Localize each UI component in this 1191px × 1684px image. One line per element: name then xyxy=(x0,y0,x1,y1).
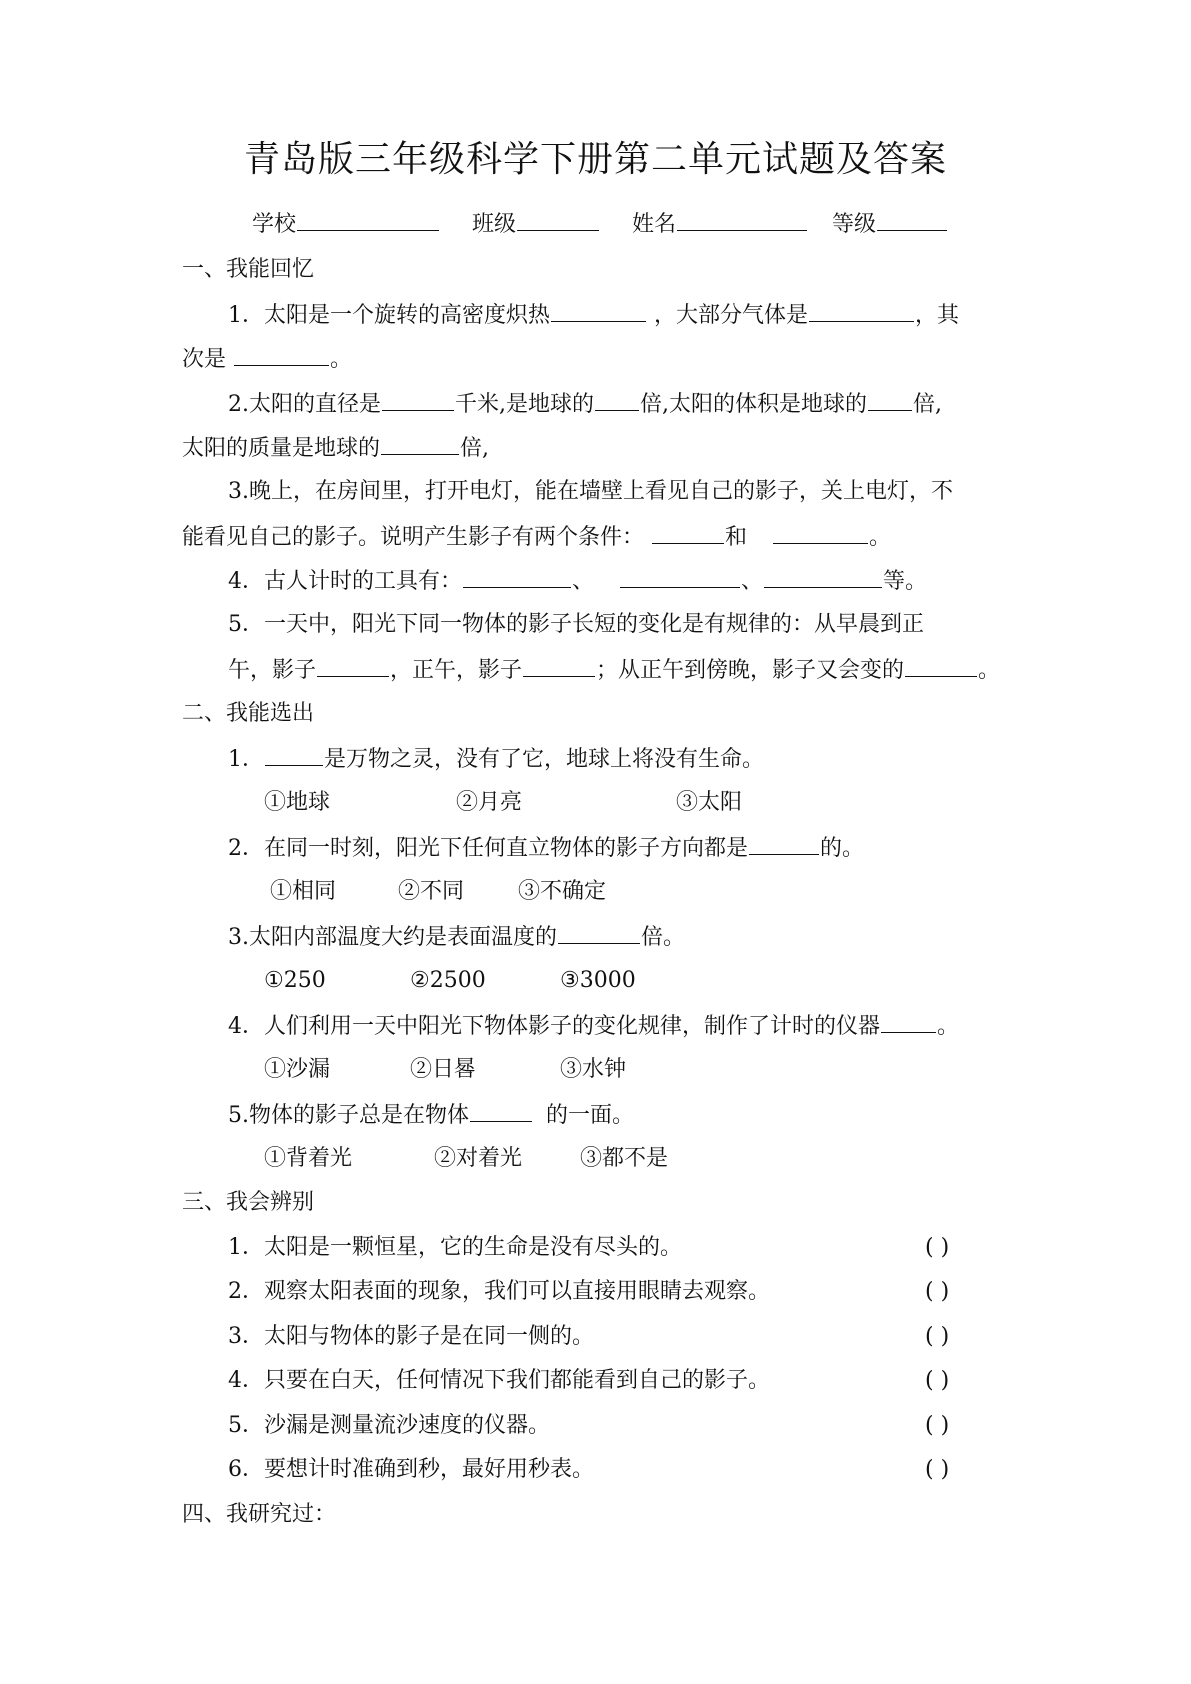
school-blank[interactable] xyxy=(297,208,439,231)
s1-q3-line1: 3.晚上，在房间里，打开电灯，能在墙壁上看见自己的影子，关上电灯，不 xyxy=(228,479,953,504)
s1-q5-blank-1[interactable] xyxy=(317,654,389,677)
s2-q1-option-3[interactable]: ③太阳 xyxy=(676,790,743,815)
name-label: 姓名 xyxy=(632,212,677,237)
s1-q2-text-c: 倍,太阳的体积是地球的 xyxy=(640,392,867,417)
s1-q2-blank-3[interactable] xyxy=(868,388,912,411)
s1-q2-text-a: 2.太阳的直径是 xyxy=(228,392,381,417)
s2-q4-option-2[interactable]: ②日晷 xyxy=(410,1057,477,1082)
s3-item-4: 4．只要在白天，任何情况下我们都能看到自己的影子。 xyxy=(228,1368,770,1393)
s2-q1-option-2[interactable]: ②月亮 xyxy=(456,790,523,815)
s2-q3-blank[interactable] xyxy=(558,921,640,944)
s2-q5-option-3[interactable]: ③都不是 xyxy=(580,1146,669,1171)
school-label: 学校 xyxy=(252,212,297,237)
s1-q1-text-e: 。 xyxy=(330,347,353,372)
s2-q5-text-a: 5.物体的影子总是在物体 xyxy=(228,1103,469,1128)
s1-q5-blank-3[interactable] xyxy=(905,654,977,677)
s1-q4-blank-2[interactable] xyxy=(620,565,740,588)
s2-q5-line xyxy=(228,1099,634,1131)
s1-q1-line1 xyxy=(228,299,959,331)
s1-q4-text-c: 、 xyxy=(741,569,764,594)
s1-q5-text-c: ，正午，影子 xyxy=(390,658,523,683)
s2-q3-options xyxy=(264,966,636,996)
s1-q1-text-b: ，大部分气体是 xyxy=(654,303,809,328)
s2-q1-text-a: 1． xyxy=(228,747,264,772)
s1-q2-blank-2[interactable] xyxy=(595,388,639,411)
s3-item-6: 6．要想计时准确到秒，最好用秒表。 xyxy=(228,1457,594,1482)
s1-q1-text-c: ，其 xyxy=(915,303,960,328)
s1-q4-text-d: 等。 xyxy=(883,569,928,594)
section-4-heading: 四、我研究过： xyxy=(182,1502,337,1527)
s2-q2-text-b: 的。 xyxy=(820,836,865,861)
s1-q2-text-e: 太阳的质量是地球的 xyxy=(182,436,381,461)
grade-label: 等级 xyxy=(832,212,877,237)
s2-q1-line xyxy=(228,743,764,775)
s2-q5-options xyxy=(264,1144,668,1174)
s3-answer-6[interactable]: ( ) xyxy=(925,1457,950,1482)
s1-q5-text-b: 午，影子 xyxy=(228,658,317,683)
s1-q3-text-d: 。 xyxy=(869,525,892,550)
s2-q2-option-3[interactable]: ③不确定 xyxy=(518,879,607,904)
s2-q1-blank[interactable] xyxy=(265,743,323,766)
s1-q1-text-d: 次是 xyxy=(182,347,227,372)
s1-q2-text-f: 倍, xyxy=(460,436,490,461)
s3-item-5: 5．沙漏是测量流沙速度的仪器。 xyxy=(228,1413,550,1438)
s1-q1-text-a: 1．太阳是一个旋转的高密度炽热 xyxy=(228,303,550,328)
s2-q3-text-b: 倍。 xyxy=(641,925,686,950)
s1-q1-blank-2[interactable] xyxy=(809,299,914,322)
s2-q2-line xyxy=(228,832,864,864)
name-blank[interactable] xyxy=(677,208,807,231)
s1-q2-blank-4[interactable] xyxy=(381,432,459,455)
section-2-heading: 二、我能选出 xyxy=(182,701,315,726)
s2-q4-text-b: 。 xyxy=(937,1014,960,1039)
s2-q3-text-a: 3.太阳内部温度大约是表面温度的 xyxy=(228,925,557,950)
s3-answer-2[interactable]: ( ) xyxy=(925,1279,950,1304)
s1-q2-text-b: 千米,是地球的 xyxy=(455,392,594,417)
s2-q2-blank[interactable] xyxy=(749,832,819,855)
s2-q4-line xyxy=(228,1010,959,1042)
s1-q2-line2 xyxy=(182,432,489,464)
s3-answer-5[interactable]: ( ) xyxy=(925,1413,950,1438)
s2-q5-option-2[interactable]: ②对着光 xyxy=(434,1146,523,1171)
s2-q4-text-a: 4．人们利用一天中阳光下物体影子的变化规律，制作了计时的仪器 xyxy=(228,1014,880,1039)
s2-q1-text-b: 是万物之灵，没有了它，地球上将没有生命。 xyxy=(324,747,765,772)
s3-answer-1[interactable]: ( ) xyxy=(925,1235,950,1260)
s1-q4-line xyxy=(228,565,927,597)
s1-q2-blank-1[interactable] xyxy=(382,388,454,411)
s1-q2-line1 xyxy=(228,388,942,420)
s1-q5-line1: 5．一天中，阳光下同一物体的影子长短的变化是有规律的：从早晨到正 xyxy=(228,612,924,637)
s2-q3-option-3[interactable]: ③3000 xyxy=(560,968,636,993)
s1-q3-line2 xyxy=(182,521,891,553)
grade-blank[interactable] xyxy=(877,208,947,231)
s1-q1-line2 xyxy=(182,343,352,375)
s2-q3-option-1[interactable]: ①250 xyxy=(264,968,326,993)
s1-q2-text-d: 倍, xyxy=(913,392,942,417)
s1-q4-text-b: 、 xyxy=(572,569,595,594)
s2-q4-option-3[interactable]: ③水钟 xyxy=(560,1057,627,1082)
s1-q5-blank-2[interactable] xyxy=(523,654,595,677)
s1-q3-text-b: 能看见自己的影子。说明产生影子有两个条件： xyxy=(182,525,645,550)
s1-q3-blank-2[interactable] xyxy=(773,521,868,544)
s1-q4-blank-3[interactable] xyxy=(764,565,882,588)
s2-q5-option-1[interactable]: ①背着光 xyxy=(264,1146,353,1171)
s3-item-2: 2．观察太阳表面的现象，我们可以直接用眼睛去观察。 xyxy=(228,1279,770,1304)
s2-q1-options xyxy=(264,788,742,818)
s2-q2-text-a: 2．在同一时刻，阳光下任何直立物体的影子方向都是 xyxy=(228,836,748,861)
s2-q2-option-2[interactable]: ②不同 xyxy=(398,879,465,904)
section-1-heading: 一、我能回忆 xyxy=(182,257,315,282)
s3-answer-4[interactable]: ( ) xyxy=(925,1368,950,1393)
s2-q2-option-1[interactable]: ①相同 xyxy=(270,879,337,904)
section-3-heading: 三、我会辨别 xyxy=(182,1190,315,1215)
s2-q3-line xyxy=(228,921,685,953)
s1-q5-line2 xyxy=(228,654,1000,686)
s1-q5-text-e: 。 xyxy=(978,658,1001,683)
s1-q1-blank-1[interactable] xyxy=(551,299,646,322)
s1-q4-blank-1[interactable] xyxy=(463,565,571,588)
info-row xyxy=(252,208,948,240)
class-blank[interactable] xyxy=(517,208,599,231)
s2-q1-option-1[interactable]: ①地球 xyxy=(264,790,331,815)
s3-answer-3[interactable]: ( ) xyxy=(925,1324,950,1349)
s3-item-3: 3．太阳与物体的影子是在同一侧的。 xyxy=(228,1324,594,1349)
page-title: 青岛版三年级科学下册第二单元试题及答案 xyxy=(243,139,947,180)
s2-q4-options xyxy=(264,1055,626,1085)
class-label: 班级 xyxy=(472,212,517,237)
s1-q4-text-a: 4．古人计时的工具有： xyxy=(228,569,462,594)
s1-q5-text-d: ；从正午到傍晚，影子又会变的 xyxy=(596,658,905,683)
s2-q2-options xyxy=(270,877,606,907)
s2-q5-blank[interactable] xyxy=(470,1099,532,1122)
s2-q5-text-b: 的一面。 xyxy=(546,1103,635,1128)
s2-q3-option-2[interactable]: ②2500 xyxy=(410,968,486,993)
s2-q4-blank[interactable] xyxy=(881,1010,936,1033)
s1-q1-blank-3[interactable] xyxy=(234,343,329,366)
s2-q4-option-1[interactable]: ①沙漏 xyxy=(264,1057,331,1082)
s1-q3-text-c: 和 xyxy=(725,525,748,550)
s1-q3-blank-1[interactable] xyxy=(652,521,724,544)
s3-item-1: 1．太阳是一颗恒星，它的生命是没有尽头的。 xyxy=(228,1235,682,1260)
